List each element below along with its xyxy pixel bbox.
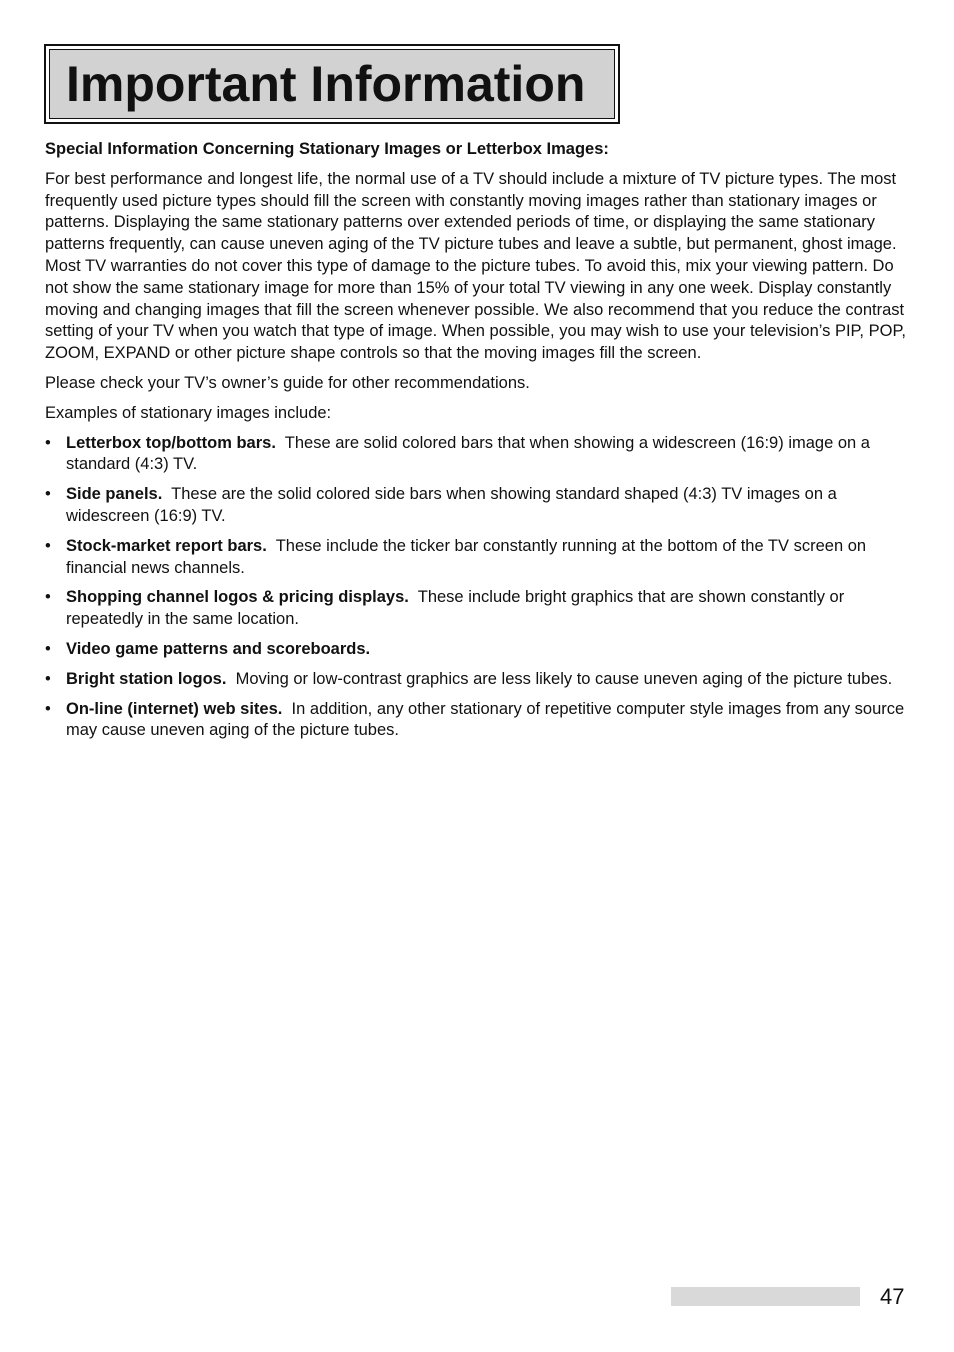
examples-list	[45, 433, 909, 743]
page-title: Important Information	[66, 56, 586, 112]
page-number-bar	[671, 1287, 860, 1306]
document-body	[45, 139, 909, 750]
bullet-icon: •	[45, 669, 51, 688]
bullet-icon: •	[45, 433, 51, 452]
list-item	[45, 639, 909, 661]
bullet-text: Moving or low-contrast graphics are less likely to cause uneven aging of the picture tubes.	[226, 669, 893, 688]
owners-guide-note: Please check your TV’s owner’s guide for other recommendations.	[45, 373, 530, 392]
bullet-term: Video game patterns and scoreboards.	[66, 639, 371, 658]
bullet-term: Shopping channel logos & pricing displays.	[66, 588, 409, 607]
bullet-icon: •	[45, 699, 51, 718]
bullet-text: These are the solid colored side bars when showing standard shaped (4:3) TV images on a widescreen (16:9) TV.	[66, 485, 842, 525]
bullet-text: These include the ticker bar constantly running at the bottom of the TV screen on financial news channels.	[66, 536, 871, 577]
intro-paragraph: For best performance and longest life, the normal use of a TV should include a mixture of TV picture types. The most frequently used picture types should fill the screen with constantly moving images rather than stationary images or patterns. Displaying the same stationary patterns over extended periods of time, or displaying the same stationary patterns frequently, can cause uneven aging of the TV picture tubes and leave a subtle, but permanent, ghost image. Most TV warranties do not cover this type of damage to the picture tubes. To avoid this, mix your viewing pattern. Do not show the same stationary image for more than 15% of your total TV viewing in any one week. Display constantly moving and changing images that fill the screen whenever possible. We also recommend that you reduce the contrast setting of your TV when you watch that type of image. When possible, you may wish to use your television’s PIP, POP, ZOOM, EXPAND or other picture shape controls so that the moving images fill the screen.	[45, 169, 906, 363]
examples-lead: Examples of stationary images include:	[45, 403, 332, 422]
list-item	[45, 484, 909, 528]
bullet-term: On-line (internet) web sites.	[66, 699, 283, 718]
bullet-term: Side panels.	[66, 485, 163, 504]
page-number: 47	[880, 1284, 905, 1309]
bullet-text: In addition, any other stationary of repetitive computer style images from any source may cause uneven aging of the picture tubes.	[66, 699, 909, 740]
list-item	[45, 536, 909, 580]
bullet-icon: •	[45, 485, 51, 504]
list-item	[45, 433, 909, 477]
bullet-icon: •	[45, 588, 51, 607]
bullet-icon: •	[45, 536, 51, 555]
section-heading: Special Information Concerning Stationary Images or Letterbox Images:	[45, 140, 609, 158]
bullet-term: Bright station logos.	[66, 669, 227, 688]
title-banner	[49, 49, 615, 119]
list-item	[45, 669, 909, 691]
list-item	[45, 587, 909, 631]
list-item	[45, 699, 909, 743]
bullet-term: Stock-market report bars.	[66, 536, 267, 555]
bullet-text: These include bright graphics that are shown constantly or repeatedly in the same location.	[66, 588, 849, 629]
bullet-text: These are solid colored bars that when showing a widescreen (16:9) image on a standard (4:3) TV.	[66, 433, 875, 474]
title-box	[44, 44, 620, 124]
bullet-icon: •	[45, 639, 51, 658]
bullet-term: Letterbox top/bottom bars.	[66, 433, 276, 452]
